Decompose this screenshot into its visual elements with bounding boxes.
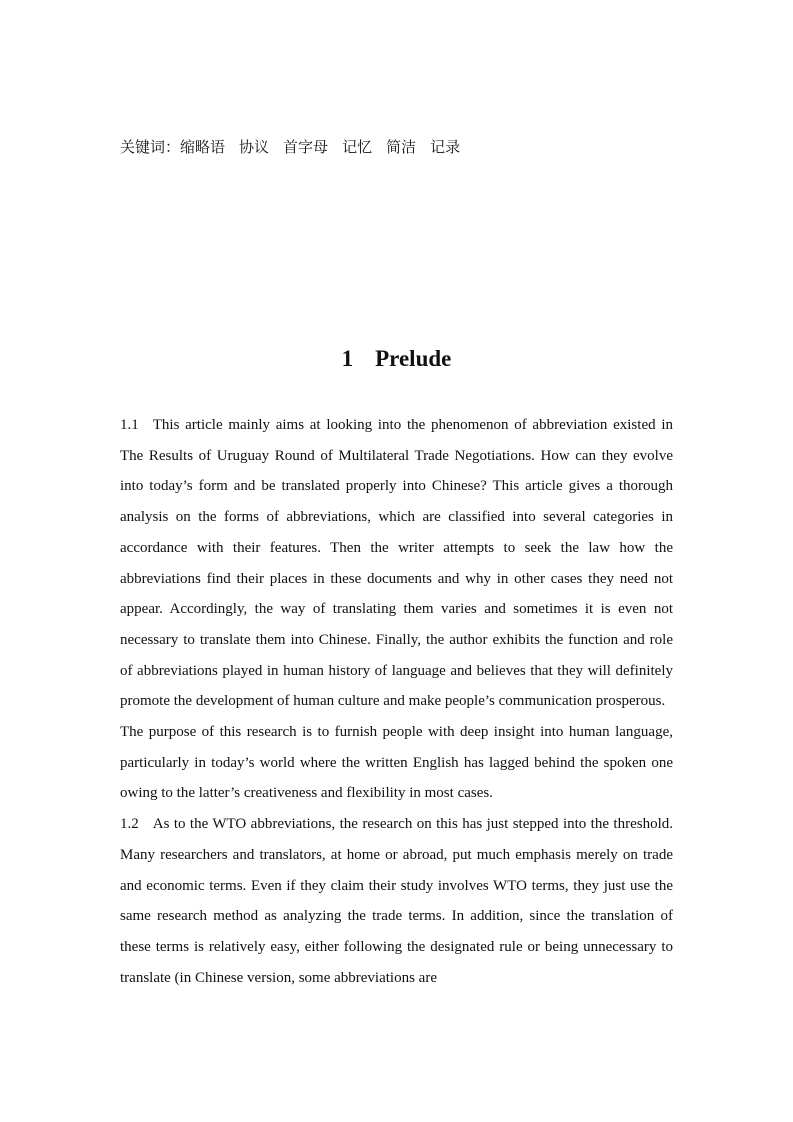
body-text [120, 410, 673, 993]
keyword-term: 简洁 [386, 138, 417, 156]
paragraph-1-1 [120, 410, 673, 717]
section-title: Prelude [375, 346, 452, 371]
keyword-term: 协议 [239, 138, 270, 156]
keyword-term: 首字母 [283, 138, 329, 156]
subsection-number: 1.1 [120, 417, 139, 433]
paragraph-text: As to the WTO abbreviations, the research on this has just stepped into the threshold. Many researchers and translators, at home or abroad, put much emphasis merely on trade and economic terms. Even if they claim their study involves WTO terms, they just use the same research method as analyzing the trade terms. In addition, since the translation of these terms is relatively easy, either following the designated rule or being unnecessary to translate (in Chinese version, some abbreviations are [120, 816, 673, 986]
section-number: 1 [341, 346, 354, 371]
section-heading [0, 343, 793, 375]
paragraph-text: The purpose of this research is to furnish people with deep insight into human language, particularly in today’s world where the written English has lagged behind the spoken one owing to the latter’s creativeness and flexibility in most cases. [120, 724, 673, 802]
keyword-term: 缩略语 [180, 138, 226, 156]
paragraph-text: This article mainly aims at looking into the phenomenon of abbreviation existed in The Results of Uruguay Round of Multilateral Trade Negotiations. How can they evolve into today’s form and be translated properly into Chinese? This article gives a thorough analysis on the forms of abbreviations, which are classified into several categories in accordance with their features. Then the writer attempts to seek the law how the abbreviations find their places in these documents and why in other cases they need not appear. Accordingly, the way of translating them varies and sometimes it is even not necessary to translate them into Chinese. Finally, the author exhibits the function and role of abbreviations played in human history of language and believes that they will definitely promote the development of human culture and make people’s communication prosperous. [120, 417, 673, 710]
keyword-term: 记忆 [342, 138, 373, 156]
keywords-label: 关键词： [120, 138, 181, 156]
keywords-line [120, 136, 474, 158]
paragraph-1-2 [120, 809, 673, 993]
keyword-term: 记录 [430, 138, 461, 156]
paragraph-purpose [120, 717, 673, 809]
subsection-number: 1.2 [120, 816, 139, 833]
